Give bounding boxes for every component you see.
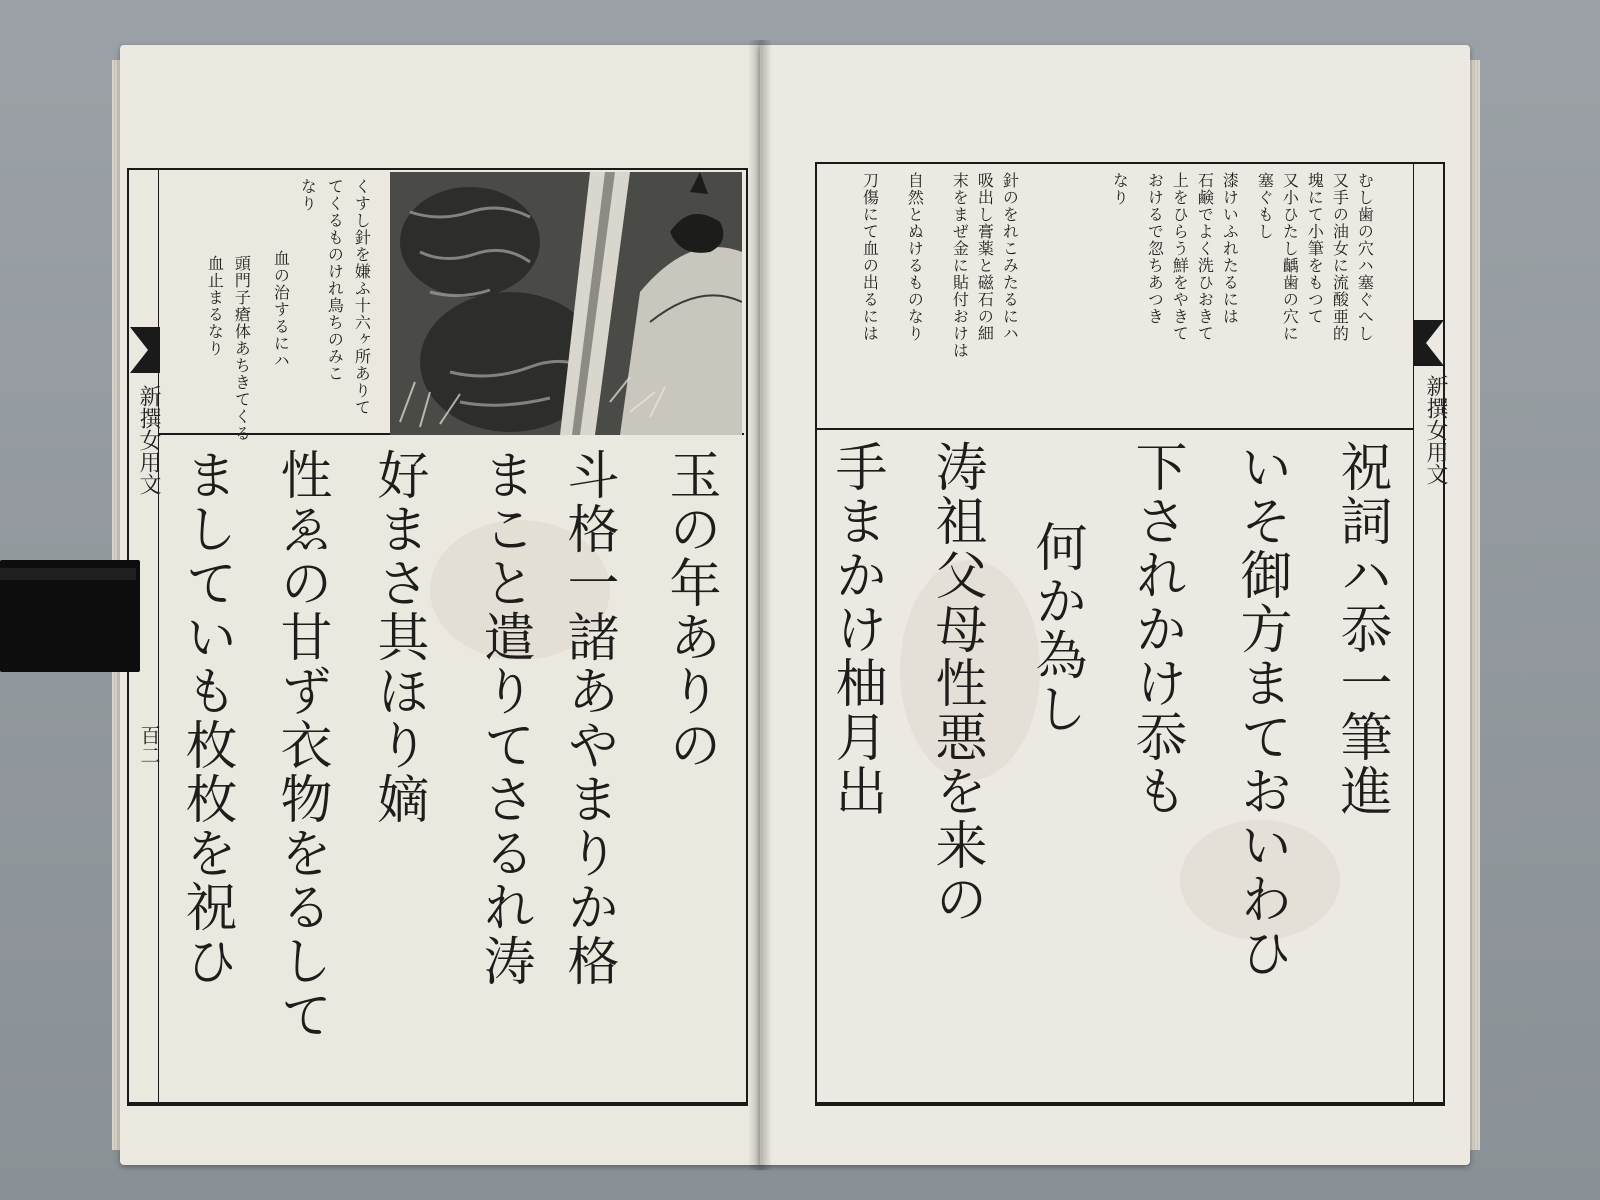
- right-note-9: おけるで忽ちあつき: [1145, 172, 1165, 325]
- right-note-14: 自然とぬけるものなり: [905, 172, 925, 342]
- right-margin-rule: [1413, 164, 1414, 1102]
- right-note-6: 漆けいふれたるには: [1220, 172, 1240, 325]
- left-main-col-4: 好まさ其ほり嫡: [368, 448, 428, 826]
- right-note-13: 末をまぜ金に貼付おけは: [950, 172, 970, 359]
- left-main-col-6: ましていも枚枚を祝ひ: [176, 448, 236, 988]
- left-main-col-5: 性ゑの甘ず衣物をるして: [271, 448, 331, 1042]
- right-note-5: 塞ぐもし: [1255, 172, 1275, 240]
- right-main-col-5: 涛祖父母性悪を来の: [926, 440, 986, 926]
- left-note-4: 血の治するにハ: [271, 250, 291, 369]
- right-running-title: 新撰女用文: [1423, 375, 1448, 485]
- right-main-col-6: 手まかけ柚月出: [826, 440, 886, 818]
- right-note-3: 塊にて小筆をもつて: [1305, 172, 1325, 325]
- right-main-col-4: 何か為し: [1026, 520, 1086, 736]
- right-main-col-3: 下されかけ忝も: [1126, 440, 1186, 818]
- tiger-bamboo-illustration: [390, 172, 742, 435]
- right-note-1: むし歯の穴ハ塞ぐへし: [1355, 172, 1375, 342]
- left-note-6: 血止まるなり: [205, 255, 225, 357]
- right-note-10: なり: [1110, 172, 1130, 206]
- right-main-col-2: いそ御方まておいわひ: [1231, 440, 1291, 980]
- left-fishtail-marker: [130, 327, 160, 373]
- left-note-2: てくるものけれ鳥ちのみこ: [325, 178, 345, 382]
- left-main-col-3: まこと遣りてさるれ涛: [474, 448, 534, 988]
- right-note-7: 石鹸でよく洗ひおきて: [1195, 172, 1215, 342]
- left-running-title: 新撰女用文: [136, 385, 161, 495]
- right-fishtail-marker: [1414, 320, 1444, 366]
- book-gutter: [748, 40, 772, 1170]
- left-main-col-1: 玉の年ありの: [660, 448, 720, 772]
- left-margin-rule: [158, 170, 159, 1102]
- right-note-4: 又小ひたし齲歯の穴に: [1280, 172, 1300, 342]
- right-note-11: 針のをれこみたるにハ: [1000, 172, 1020, 342]
- right-bottom-thick-rule: [815, 1102, 1443, 1106]
- right-note-15: 刀傷にて血の出るには: [860, 172, 880, 342]
- right-main-col-1: 祝詞ハ忝一筆進: [1331, 440, 1391, 818]
- right-note-12: 吸出し膏薬と磁石の細: [975, 172, 995, 342]
- right-note-8: 上をひらう鮮をやきて: [1170, 172, 1190, 342]
- right-header-divider: [817, 428, 1413, 430]
- left-note-1: くすし針を嫌ふ十六ヶ所ありて: [352, 178, 372, 416]
- woodblock-image: [390, 172, 742, 435]
- left-note-5: 頭門子瘡体あちきてくる: [232, 255, 252, 442]
- left-page-number: 百二: [137, 725, 161, 765]
- book-clip-highlight: [0, 568, 136, 580]
- left-bottom-thick-rule: [127, 1102, 746, 1106]
- left-main-col-2: 斗格一諸あやまりか格: [558, 448, 618, 988]
- left-note-3: なり: [298, 178, 318, 212]
- right-note-2: 又手の油女に流酸亜的: [1330, 172, 1350, 342]
